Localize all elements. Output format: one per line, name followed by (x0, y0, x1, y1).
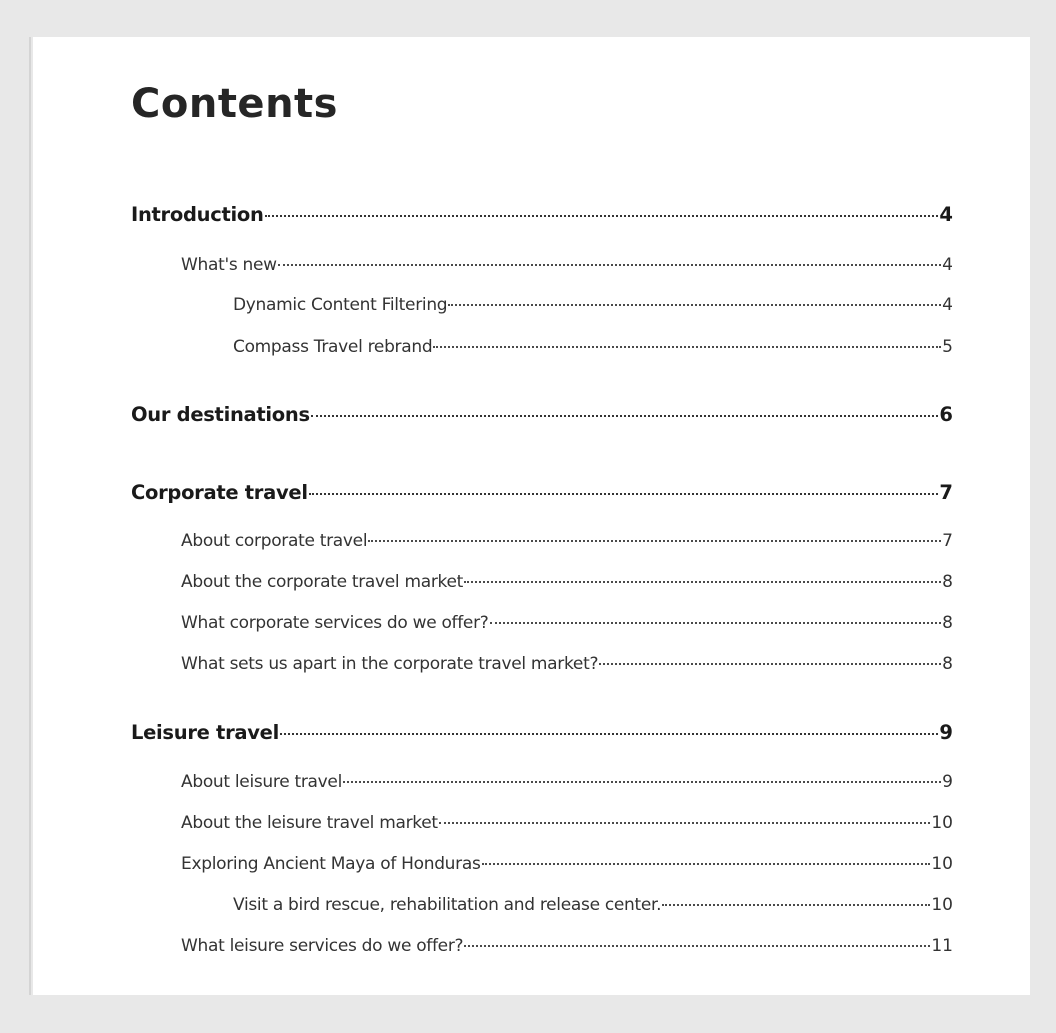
dot-leader (368, 540, 941, 542)
dot-leader (464, 581, 941, 583)
dot-leader (265, 215, 939, 217)
toc-entry-level-3[interactable] (233, 292, 953, 318)
toc-entry-label: About leisure travel (181, 772, 342, 792)
dot-leader (343, 781, 941, 783)
toc-entry-level-1[interactable] (131, 720, 953, 746)
dot-leader (309, 493, 939, 495)
dot-leader (662, 904, 930, 906)
dot-leader (490, 622, 942, 624)
toc-entry-level-3[interactable] (233, 334, 953, 360)
toc-entry-label: Compass Travel rebrand (233, 337, 433, 357)
toc-entry-page-number: 7 (939, 481, 953, 504)
dot-leader (448, 304, 941, 306)
dot-leader (439, 822, 931, 824)
toc-entry-label: About corporate travel (181, 531, 368, 551)
toc-entry-label: What leisure services do we offer? (181, 936, 464, 956)
toc-entry-label: About the corporate travel market (181, 572, 463, 592)
toc-entry-page-number: 6 (939, 403, 953, 426)
toc-entry-level-2[interactable] (181, 569, 953, 595)
toc-entry-level-1[interactable] (131, 480, 953, 506)
toc-entry-page-number: 4 (942, 295, 953, 315)
toc-entry-page-number: 9 (939, 721, 953, 744)
toc-entry-level-2[interactable] (181, 851, 953, 877)
toc-entry-label: Exploring Ancient Maya of Honduras (181, 854, 481, 874)
toc-entry-label: What sets us apart in the corporate travel market? (181, 654, 599, 674)
document-page (33, 37, 1030, 995)
toc-entry-label: Introduction (131, 203, 264, 226)
toc-entry-level-1[interactable] (131, 402, 953, 428)
toc-entry-label: Visit a bird rescue, rehabilitation and release center. (233, 895, 662, 915)
toc-entry-level-2[interactable] (181, 528, 953, 554)
toc-entry-level-2[interactable] (181, 769, 953, 795)
toc-entry-level-2[interactable] (181, 252, 953, 278)
toc-entry-label: What's new (181, 255, 277, 275)
toc-entry-label: Corporate travel (131, 481, 308, 504)
dot-leader (278, 264, 941, 266)
toc-entry-level-3[interactable] (233, 892, 953, 918)
toc-entry-label: About the leisure travel market (181, 813, 438, 833)
dot-leader (433, 346, 941, 348)
toc-entry-label: What corporate services do we offer? (181, 613, 489, 633)
toc-entry-label: Our destinations (131, 403, 310, 426)
toc-entry-level-2[interactable] (181, 651, 953, 677)
toc-entry-page-number: 7 (942, 531, 953, 551)
toc-entry-page-number: 9 (942, 772, 953, 792)
dot-leader (280, 733, 938, 735)
dot-leader (599, 663, 941, 665)
toc-entry-page-number: 10 (931, 813, 953, 833)
toc-entry-level-2[interactable] (181, 933, 953, 959)
toc-entry-label: Dynamic Content Filtering (233, 295, 448, 315)
toc-entry-page-number: 8 (942, 613, 953, 633)
dot-leader (311, 415, 939, 417)
page-edge-shadow (29, 37, 31, 995)
toc-entry-page-number: 8 (942, 572, 953, 592)
toc-entry-label: Leisure travel (131, 721, 279, 744)
toc-entry-page-number: 4 (942, 255, 953, 275)
toc-entry-level-1[interactable] (131, 202, 953, 228)
toc-entry-page-number: 5 (942, 337, 953, 357)
toc-entry-page-number: 4 (939, 203, 953, 226)
dot-leader (464, 945, 930, 947)
toc-entry-page-number: 10 (931, 895, 953, 915)
toc-entry-level-2[interactable] (181, 810, 953, 836)
dot-leader (482, 863, 931, 865)
toc-entry-level-2[interactable] (181, 610, 953, 636)
toc-entry-page-number: 8 (942, 654, 953, 674)
toc-entry-page-number: 10 (931, 854, 953, 874)
page-title: Contents (131, 81, 338, 127)
toc-entry-page-number: 11 (931, 936, 953, 956)
